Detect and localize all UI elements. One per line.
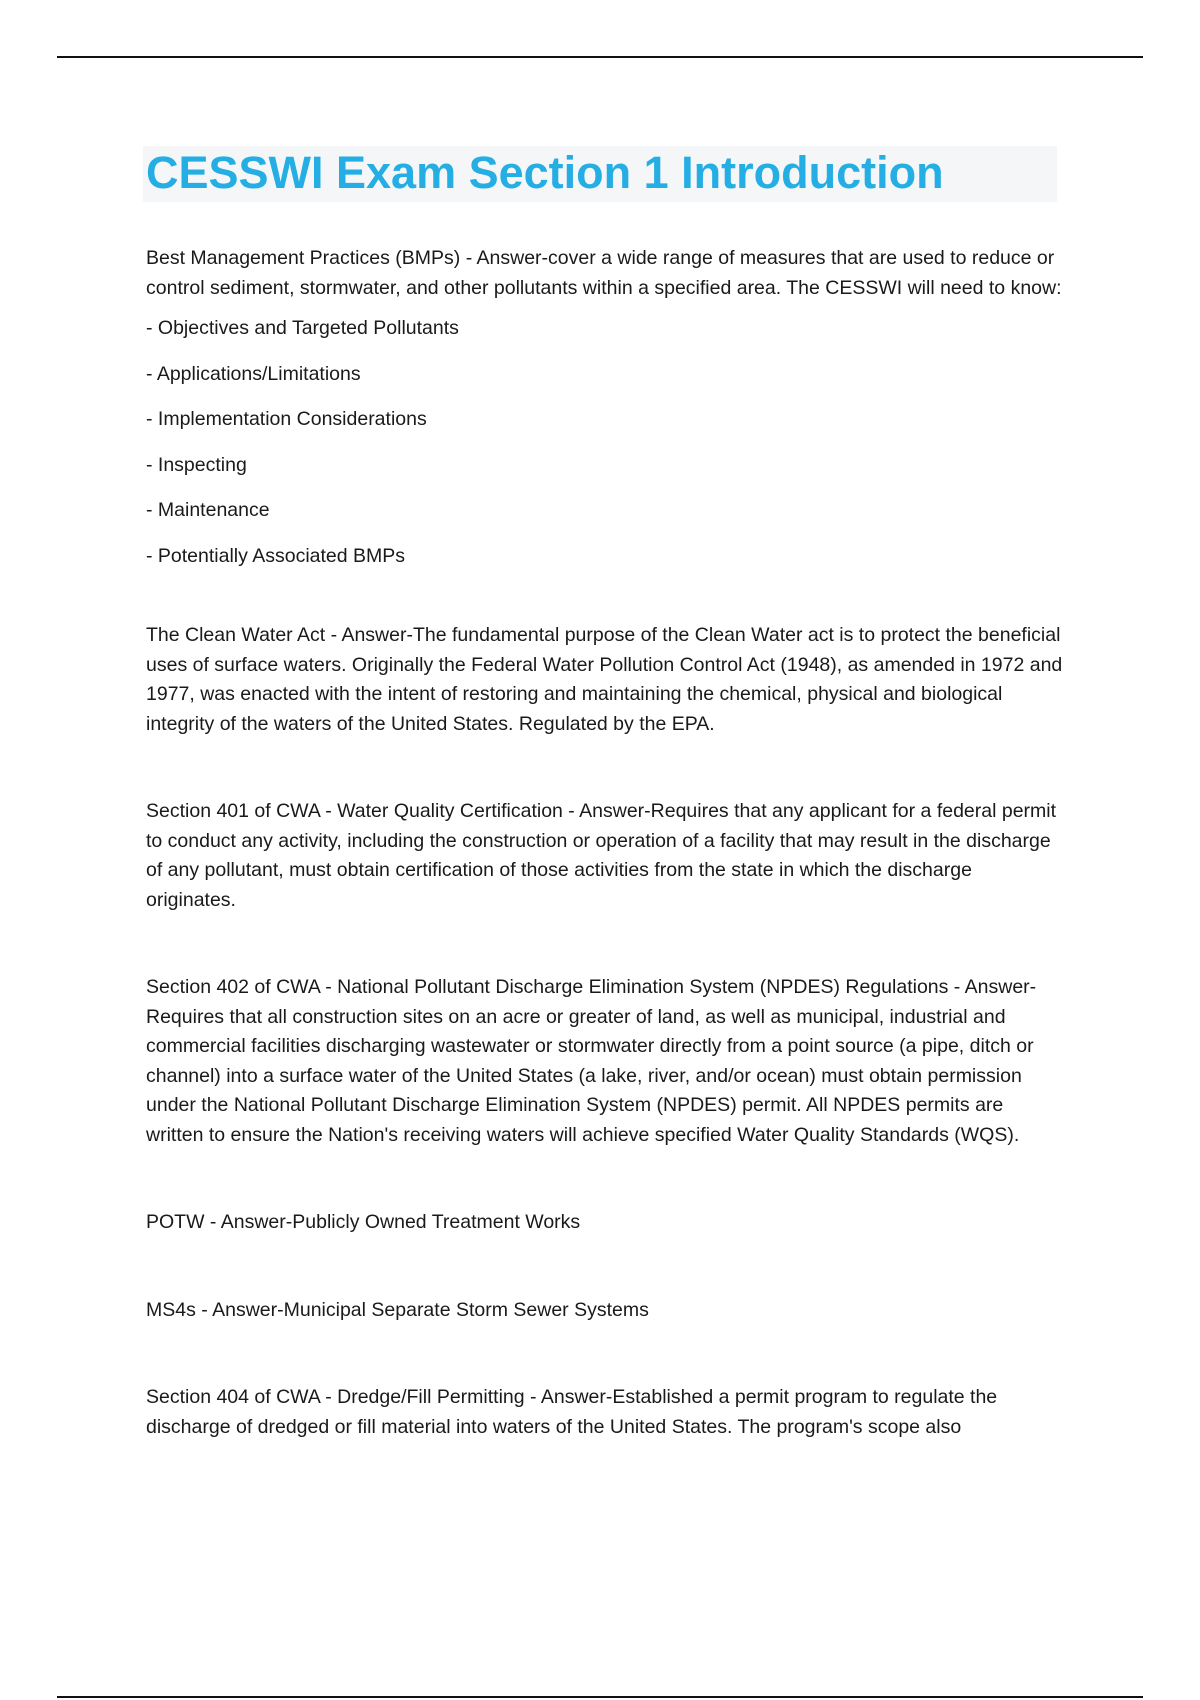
list-item: - Implementation Considerations bbox=[146, 408, 427, 430]
potw-entry: POTW - Answer-Publicly Owned Treatment Works bbox=[146, 1211, 581, 1233]
section-401-entry: Section 401 of CWA - Water Quality Certification - Answer-Requires that any applicant for a federal permit to conduct any activity, including the construction or operation of a facility that may result in the discharge of any pollutant, must obtain certification of those activities from the state in which the discharge originates. bbox=[146, 800, 1057, 911]
section-402-entry: Section 402 of CWA - National Pollutant Discharge Elimination System (NPDES) Regulations - Answer-Requires that all construction sites on an acre or greater of land, as well as municipal, industrial and commercial facilities discharging wastewater or stormwater directly from a point source (a pipe, ditch or channel) into a surface water of the United States (a lake, river, and/or ocean) must obtain permission under the National Pollutant Discharge Elimination System (NPDES) permit. All NPDES permits are written to ensure the Nation's receiving waters will achieve specified Water Quality Standards (WQS). bbox=[146, 976, 1037, 1146]
list-item: - Applications/Limitations bbox=[146, 362, 361, 385]
list-item: - Potentially Associated BMPs bbox=[146, 544, 406, 567]
footer-rule bbox=[57, 1696, 1143, 1698]
page-title: CESSWI Exam Section 1 Introduction bbox=[146, 147, 944, 198]
header-rule bbox=[57, 56, 1143, 58]
list-item: - Objectives and Targeted Pollutants bbox=[146, 317, 459, 339]
list-item: - Maintenance bbox=[146, 499, 270, 521]
list-item: - Inspecting bbox=[146, 453, 247, 476]
section-404-entry: Section 404 of CWA - Dredge/Fill Permitting - Answer-Established a permit program to regulate the discharge of dredged or fill material into waters of the United States. The program's scope also bbox=[146, 1386, 998, 1438]
ms4s-entry: MS4s - Answer-Municipal Separate Storm Sewer Systems bbox=[146, 1298, 649, 1321]
bmp-knowledge-list bbox=[146, 314, 1066, 571]
document-body bbox=[146, 244, 1066, 1442]
bmp-definition: Best Management Practices (BMPs) - Answer-cover a wide range of measures that are used to reduce or control sediment, stormwater, and other pollutants within a specified area. The CESSWI will need to know: bbox=[146, 247, 1062, 299]
clean-water-act-entry: The Clean Water Act - Answer-The fundamental purpose of the Clean Water act is to protect the beneficial uses of surface waters. Originally the Federal Water Pollution Control Act (1948), as amended in 1972 and 1977, was enacted with the intent of restoring and maintaining the chemical, physical and biological integrity of the waters of the United States. Regulated by the EPA. bbox=[146, 624, 1063, 735]
